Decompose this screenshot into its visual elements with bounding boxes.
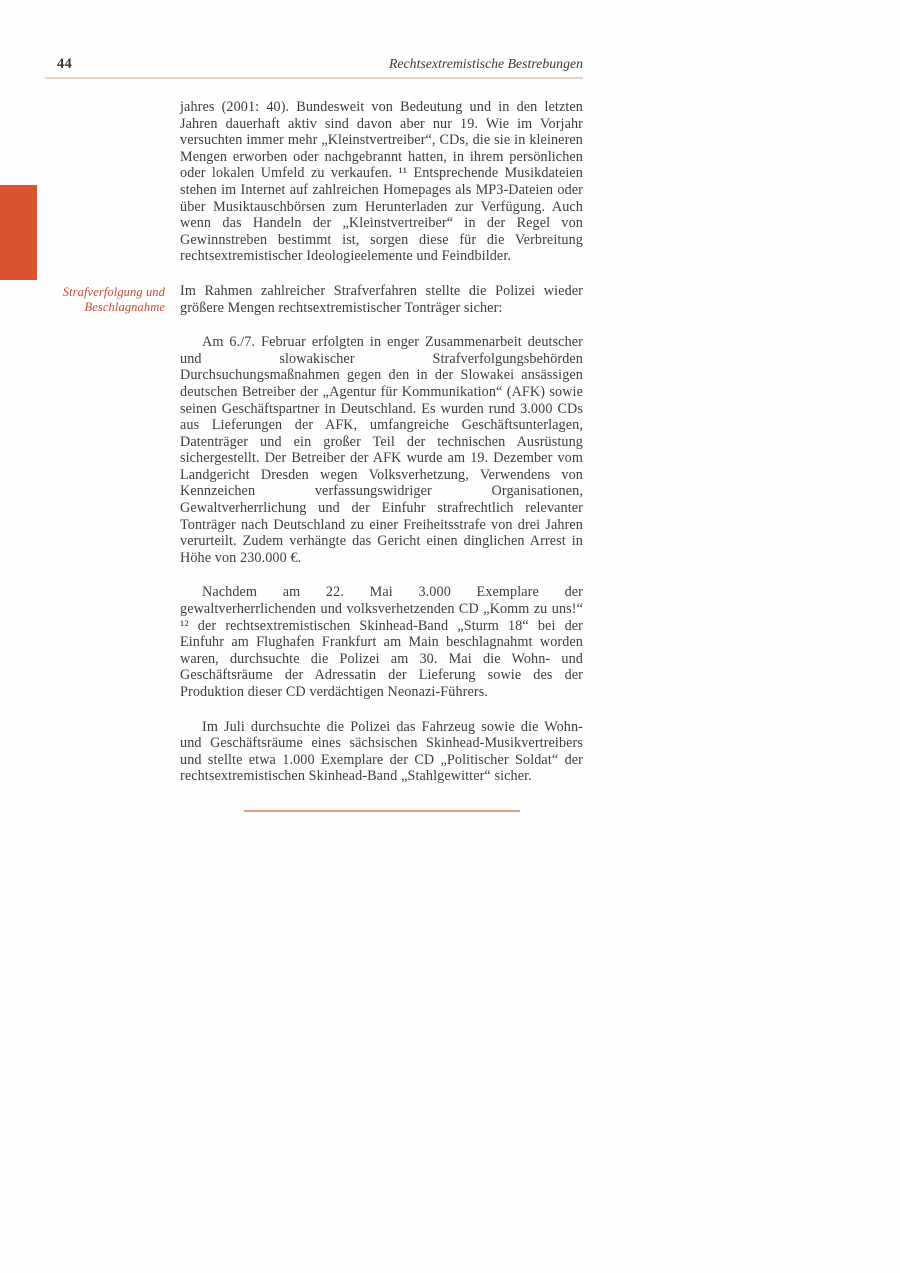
header-rule: [45, 77, 583, 79]
footnote-separator-rule: [244, 810, 520, 812]
paragraph-case-afk: Am 6./7. Februar erfolgten in enger Zusammenarbeit deutscher und slowakischer Strafverfolgungsbehörden Durchsuchungsmaßnahmen gegen den in der Slowakei ansässigen deutschen Betreiber der „Agentur für Kommunikation“ (AFK) sowie seinen Geschäftspartner in Deutschland. Es wurden rund 3.000 CDs aus Lieferungen der AFK, umfangreiche Geschäftsunterlagen, Datenträger und ein großer Teil der technischen Ausrüstung sichergestellt. Der Betreiber der AFK wurde am 19. Dezember vom Landgericht Dresden wegen Volksverhetzung, Verwendens von Kennzeichen verfassungswidriger Organisationen, Gewaltverherrlichung und der Einfuhr strafrechtlich relevanter Tonträger nach Deutschland zu einer Freiheitsstrafe von drei Jahren verurteilt. Zudem verhängte das Gericht einen dinglichen Arrest in Höhe von 230.000 €.: [180, 334, 583, 566]
paragraph-continuation: jahres (2001: 40). Bundesweit von Bedeutung und in den letzten Jahren dauerhaft aktiv sind davon aber nur 19. Wie im Vorjahr versuchten immer mehr „Kleinstvertreiber“, CDs, die sie in kleineren Mengen erworben oder nachgebrannt hatten, in ihrem persönlichen oder lokalen Umfeld zu verkaufen. ¹¹ Entsprechende Musikdateien stehen im Internet auf zahlreichen Homepages als MP3-Dateien oder über Musiktauschbörsen zum Herunterladen zur Verfügung. Auch wenn das Handeln der „Kleinstvertreiber“ in der Regel von Gewinnstreben bestimmt ist, sorgen diese für die Verbreitung rechtsextremistischer Ideologieelemente und Feindbilder.: [180, 99, 583, 265]
margin-note: Strafverfolgung und Beschlagnahme: [62, 284, 165, 314]
paragraph-intro: Im Rahmen zahlreicher Strafverfahren stellte die Polizei wieder größere Mengen rechtsextremistischer Tonträger sicher:: [180, 282, 583, 316]
page-number: 44: [57, 56, 73, 72]
paragraph-case-stahlgewitter: Im Juli durchsuchte die Polizei das Fahrzeug sowie die Wohn- und Geschäftsräume eines sächsischen Skinhead-Musikvertreibers und stellte etwa 1.000 Exemplare der CD „Politischer Soldat“ der rechtsextremistischen Skinhead-Band „Stahlgewitter“ sicher.: [180, 718, 583, 785]
paragraph-case-sturm18: Nachdem am 22. Mai 3.000 Exemplare der gewaltverherrlichenden und volksverhetzenden CD „Komm zu uns!“ ¹² der rechtsextremistischen Skinhead-Band „Sturm 18“ bei der Einfuhr am Flughafen Frankfurt am Main beschlagnahmt worden waren, durchsuchte die Polizei am 30. Mai die Wohn- und Geschäftsräume der Adressatin der Lieferung sowie des der Produktion dieser CD verdächtigen Neonazi-Führers.: [180, 584, 583, 700]
paragraph-with-margin-note: [62, 282, 583, 316]
page-header: [45, 56, 583, 73]
running-head-title: Rechtsextremistische Bestrebungen: [389, 56, 583, 71]
body-text-column: [62, 99, 583, 812]
margin-accent-block: [0, 185, 37, 280]
